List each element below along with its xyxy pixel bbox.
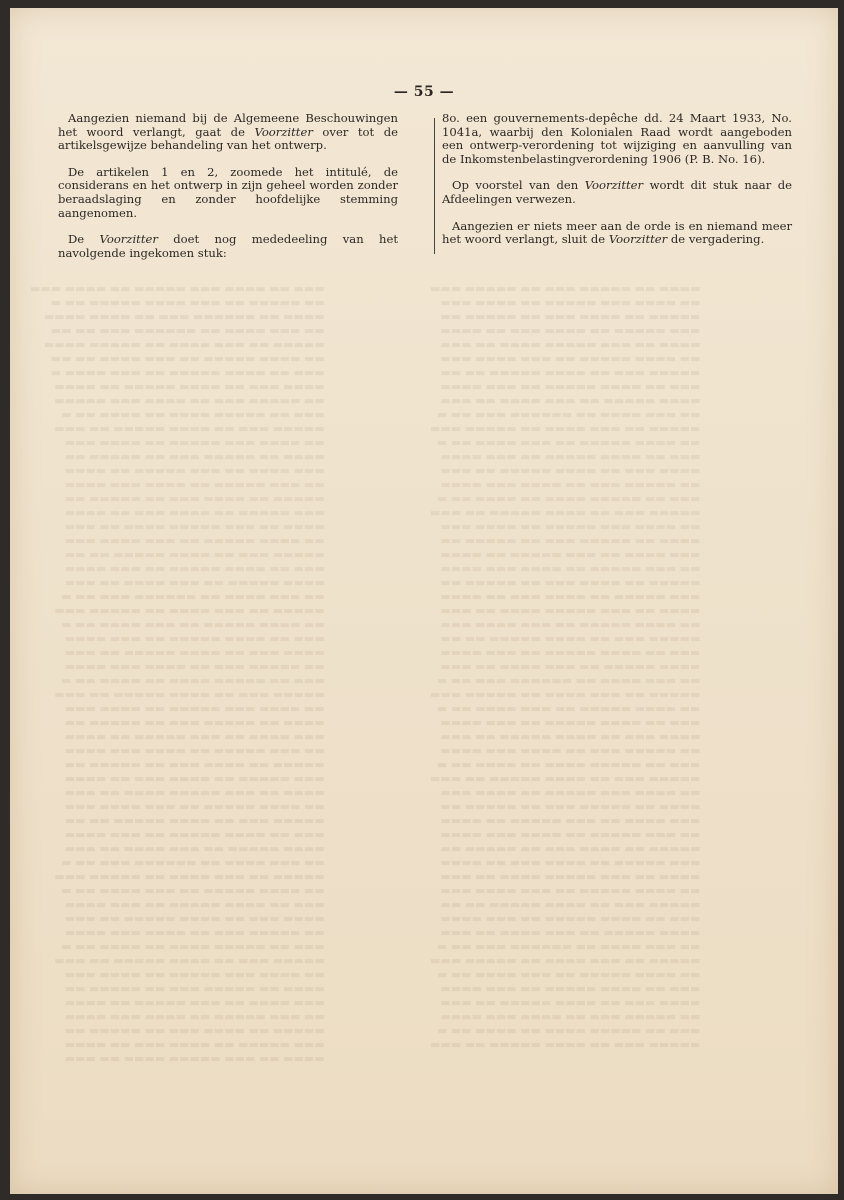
paragraph-general-considerations xyxy=(58,112,398,153)
speaker-name: Voorzitter xyxy=(608,232,668,247)
paragraph-articles-adopted xyxy=(58,166,398,220)
paragraph-text: de vergadering. xyxy=(667,232,765,247)
paragraph-text: over tot de artikelsgewijze behandeling van het ontwerp. xyxy=(58,124,398,153)
paragraph-referral xyxy=(442,179,792,206)
paragraph-text: Aangezien er niets meer aan de orde is en niemand meer het woord verlangt, sluit de xyxy=(442,218,792,247)
paragraph-text: 8o. een gouvernements-depêche dd. 24 Maart 1933, No. 1041a, waarbij den Kolonialen Raad wordt aangeboden een ontwerp-verordening tot wijziging en aanvulling van de Inkomstenbelastingverordening 1906 (P. B. No. 16). xyxy=(442,111,792,166)
paragraph-text: De xyxy=(68,232,100,247)
column-divider xyxy=(434,118,435,254)
paragraph-text: Aangezien niemand bij de Algemeene Beschouwingen het woord verlangt, gaat de xyxy=(58,111,398,139)
document-page xyxy=(10,8,838,1194)
paragraph-text: wordt dit stuk naar de Afdeelingen verwezen. xyxy=(442,178,792,206)
show-through-texture-right: ▬▬▬▬ ▬▬ ▬▬▬▬▬ ▬▬▬ ▬▬ ▬▬▬▬▬ ▬▬▬ ▬▬ ▬▬▬▬ ▬▬▬ ▬▬▬▬▬ ▬▬ ▬▬▬▬ ▬▬▬ ▬▬▬▬▬ ▬▬ ▬▬▬▬ ▬▬▬ ▬▬ ▬▬▬▬▬ ▬▬ ▬▬▬ ▬▬▬▬▬ ▬▬ ▬▬▬▬ ▬▬▬ ▬▬ ▬▬▬▬ ▬▬▬▬ ▬▬ ▬▬▬ ▬▬▬▬▬ ▬▬▬▬ ▬▬ ▬▬▬ ▬▬ ▬▬▬▬ ▬▬▬▬▬ ▬▬ ▬▬▬ ▬▬▬▬ ▬▬▬ ▬▬▬▬▬ ▬▬▬ ▬▬ ▬▬▬▬ ▬▬▬▬▬ ▬▬ ▬▬ ▬▬▬ ▬▬ ▬▬▬▬ ▬▬▬▬▬ ▬▬ ▬▬▬ ▬▬▬▬ ▬▬▬▬ ▬▬▬▬▬ ▬▬ ▬▬▬ ▬▬▬▬ ▬▬ ▬▬▬ ▬▬ ▬▬▬ ▬▬▬▬ ▬▬ ▬▬▬▬▬▬ ▬▬▬ ▬▬ ▬ ▬▬▬▬▬ ▬▬ ▬▬▬ ▬▬▬▬ ▬▬ ▬▬▬▬▬ ▬▬▬ ▬▬ ▬▬▬▬ ▬▬▬▬▬ ▬▬ ▬▬▬ ▬▬▬▬ ▬▬ ▬ ▬▬▬ ▬▬ ▬▬▬▬ ▬▬▬▬▬ ▬▬ ▬▬▬ ▬▬▬▬ ▬▬▬▬ ▬▬▬ ▬▬ ▬▬▬▬ ▬▬▬▬▬ ▬▬ ▬▬▬ ▬▬ ▬▬▬▬▬ ▬▬▬ ▬▬ ▬▬▬▬ ▬▬▬ ▬▬▬▬ ▬▬▬ ▬▬ ▬▬▬▬▬ ▬▬▬▬ ▬▬ ▬▬▬▬ ▬▬ ▬ ▬▬▬▬▬ ▬▬▬ ▬▬ ▬▬▬▬ ▬▬▬▬▬ ▬▬ ▬▬▬ ▬▬ ▬▬▬▬ ▬▬▬ ▬▬▬▬▬ ▬▬ ▬▬▬▬ ▬▬▬ ▬▬▬▬ ▬▬ ▬▬▬▬▬ ▬▬▬ ▬▬ ▬▬▬▬▬ ▬▬ ▬▬▬ ▬▬▬▬ ▬▬ ▬▬▬ ▬▬▬▬▬ ▬▬ ▬▬▬▬ ▬▬ ▬▬▬ ▬▬▬▬▬ ▬▬ ▬▬▬▬ ▬▬▬ ▬▬▬▬ ▬▬▬▬▬ ▬▬ ▬▬▬▬ ▬▬▬ ▬▬ ▬▬▬▬▬ ▬▬ ▬▬▬ ▬▬▬▬▬ ▬▬ ▬▬▬▬ ▬▬▬ ▬▬ ▬▬▬▬ ▬▬▬▬ ▬▬ ▬▬▬ ▬▬▬▬▬ ▬▬▬▬ ▬▬ ▬▬▬ ▬▬ ▬▬▬▬ ▬▬▬▬▬ ▬▬ ▬▬▬ ▬▬▬▬ ▬▬▬ ▬▬▬▬▬ ▬▬▬ ▬▬ ▬▬▬▬ ▬▬▬▬▬ ▬▬ ▬▬ ▬▬▬ ▬▬ ▬▬▬▬ ▬▬▬▬▬ ▬▬ ▬▬▬ ▬▬▬▬ ▬▬▬▬ ▬▬▬▬▬ ▬▬ ▬▬▬ ▬▬▬▬ ▬▬ ▬▬▬ ▬▬ ▬▬▬ ▬▬▬▬ ▬▬ ▬▬▬▬▬▬ ▬▬▬ ▬▬ ▬ ▬▬▬▬▬ ▬▬ ▬▬▬ ▬▬▬▬ ▬▬ ▬▬▬▬▬ ▬▬▬ ▬▬ ▬▬▬▬ ▬▬▬▬▬ ▬▬ ▬▬▬ ▬▬▬▬ ▬▬ ▬ ▬▬▬ ▬▬ ▬▬▬▬ ▬▬▬▬▬ ▬▬ ▬▬▬ ▬▬▬▬ ▬▬▬▬ ▬▬▬ ▬▬ ▬▬▬▬ ▬▬▬▬▬ ▬▬ ▬▬▬ ▬▬ ▬▬▬▬▬ ▬▬▬ ▬▬ ▬▬▬▬ ▬▬▬ ▬▬▬▬ ▬▬▬ ▬▬ ▬▬▬▬▬ ▬▬▬▬ ▬▬ ▬▬▬▬ ▬▬ ▬ ▬▬▬▬▬ ▬▬▬ ▬▬ ▬▬▬▬ ▬▬▬▬▬ ▬▬ ▬▬▬ ▬▬ ▬▬▬▬ ▬▬▬ ▬▬▬▬▬ ▬▬ ▬▬▬▬ ▬▬▬ ▬▬▬▬ ▬▬ ▬▬▬▬▬ ▬▬▬ ▬▬ ▬▬▬▬▬ ▬▬ ▬▬▬ ▬▬▬▬ ▬▬ ▬▬▬ ▬▬▬▬▬ ▬▬ ▬▬▬▬ ▬▬ ▬▬▬ ▬▬▬▬▬ ▬▬ ▬▬▬▬ ▬▬▬ ▬▬▬▬ ▬▬▬▬▬ ▬▬ ▬▬▬▬ ▬▬▬ ▬▬ ▬▬▬▬▬ ▬▬ ▬▬▬ ▬▬▬▬▬ ▬▬ ▬▬▬▬ ▬▬▬ ▬▬ ▬▬▬▬ ▬▬▬▬ ▬▬ ▬▬▬ ▬▬▬▬▬ ▬▬▬▬ ▬▬ ▬▬▬ ▬▬ ▬▬▬▬ ▬▬▬▬▬ ▬▬ ▬▬▬ ▬▬▬▬ ▬▬▬ ▬▬▬▬▬ ▬▬▬ ▬▬ ▬▬▬▬ ▬▬▬▬▬ ▬▬ ▬▬ ▬▬▬ ▬▬ ▬▬▬▬ ▬▬▬▬▬ ▬▬ ▬▬▬ ▬▬▬▬ ▬▬▬▬ ▬▬▬▬▬ ▬▬ ▬▬▬ ▬▬▬▬ ▬▬ ▬▬▬ ▬▬ ▬▬▬ ▬▬▬▬ ▬▬ ▬▬▬▬▬▬ ▬▬▬ ▬▬ ▬ ▬▬▬▬▬ ▬▬ ▬▬▬ ▬▬▬▬ ▬▬ ▬▬▬▬▬ ▬▬▬ ▬▬ ▬▬▬▬ ▬▬▬▬▬ ▬▬ ▬▬▬ ▬▬▬▬ ▬▬ ▬ ▬▬▬ ▬▬ ▬▬▬▬ ▬▬▬▬▬ ▬▬ ▬▬▬ ▬▬▬▬ ▬▬▬▬ ▬▬▬ ▬▬ ▬▬▬▬ ▬▬▬▬▬ ▬▬ ▬▬▬ ▬▬ ▬▬▬▬▬ ▬▬▬ ▬▬ ▬▬▬▬ ▬▬▬ ▬▬▬▬ ▬▬▬ ▬▬ ▬▬▬▬▬ ▬▬▬▬ ▬▬ ▬▬▬▬ ▬▬ ▬ ▬▬▬▬▬ ▬▬▬ ▬▬ ▬▬▬▬ ▬▬▬▬▬ ▬▬ ▬▬▬ xyxy=(430,282,701,1051)
left-column xyxy=(58,112,398,273)
paragraph-text: De artikelen 1 en 2, zoomede het intitulé, de considerans en het ontwerp in zijn geheel worden zonder beraadslaging en zonder hoofdelijke stemming aangenomen. xyxy=(58,164,398,220)
paragraph-text: doet nog mededeeling van het navolgende ingekomen stuk: xyxy=(58,232,399,260)
paragraph-depeche xyxy=(442,112,792,166)
paragraph-text: Op voorstel van den xyxy=(452,178,585,193)
right-column xyxy=(442,112,792,260)
speaker-name: Voorzitter xyxy=(584,178,644,193)
show-through-texture: ▬▬▬ ▬▬ ▬▬▬▬ ▬▬▬ ▬▬▬▬▬ ▬▬ ▬▬▬▬ ▬▬▬ ▬▬ ▬▬▬▬▬ ▬▬ ▬▬▬ ▬▬▬▬ ▬▬▬▬▬ ▬▬ ▬ ▬▬▬▬ ▬▬ ▬▬▬▬▬▬ ▬▬▬ ▬▬ ▬▬▬▬ ▬▬▬▬ ▬▬ ▬▬▬ ▬▬▬▬ ▬▬ ▬▬▬▬▬▬ ▬▬▬ ▬▬ ▬▬ ▬▬▬▬▬ ▬▬ ▬▬▬ ▬▬▬▬ ▬▬ ▬▬▬▬▬ ▬▬▬▬ ▬▬ ▬▬▬▬ ▬▬▬▬▬ ▬▬ ▬▬▬ ▬▬▬▬ ▬▬ ▬▬ ▬▬▬ ▬▬ ▬▬▬▬ ▬▬▬▬▬ ▬▬ ▬▬▬ ▬▬▬▬ ▬ ▬▬▬▬ ▬▬▬ ▬▬ ▬▬▬▬ ▬▬▬▬▬ ▬▬ ▬▬▬▬ ▬▬ ▬▬▬▬▬ ▬▬▬ ▬▬ ▬▬▬▬ ▬▬▬ ▬▬▬▬▬ ▬▬▬ ▬▬ ▬▬▬▬▬ ▬▬▬▬ ▬▬ ▬▬▬▬ ▬▬ ▬ ▬▬▬▬▬ ▬▬▬ ▬▬ ▬▬▬▬ ▬▬▬▬▬ ▬▬ ▬▬▬ ▬▬ ▬▬▬▬ ▬▬▬ ▬▬▬▬▬ ▬▬ ▬▬▬▬ ▬▬▬ ▬▬▬▬ ▬▬ ▬▬▬▬▬ ▬▬▬ ▬▬ ▬▬▬▬▬ ▬▬ ▬▬▬ ▬▬▬▬ ▬▬ ▬▬▬ ▬▬▬▬▬ ▬▬ ▬▬▬▬ ▬▬ ▬▬▬ ▬▬▬▬▬ ▬▬ ▬▬▬▬ ▬▬▬ ▬▬▬▬ ▬▬▬▬▬ ▬▬ ▬▬▬▬ ▬▬▬ ▬▬ ▬▬▬▬▬ ▬▬ ▬▬▬ ▬▬▬▬▬ ▬▬ ▬▬▬▬ ▬▬▬ ▬▬ ▬▬▬▬ ▬▬▬▬ ▬▬ ▬▬▬ ▬▬▬▬▬ ▬▬▬▬ ▬▬ ▬▬▬ ▬▬ ▬▬▬▬ ▬▬▬▬▬ ▬▬ ▬▬▬ ▬▬▬▬ ▬▬▬ ▬▬▬▬▬ ▬▬▬ ▬▬ ▬▬▬▬ ▬▬▬▬▬ ▬▬ ▬▬ ▬▬▬ ▬▬ ▬▬▬▬ ▬▬▬▬▬ ▬▬ ▬▬▬ ▬▬▬▬ ▬▬▬▬ ▬▬▬▬▬ ▬▬ ▬▬▬ ▬▬▬▬ ▬▬ ▬▬▬ ▬▬ ▬▬▬ ▬▬▬▬ ▬▬ ▬▬▬▬▬▬ ▬▬▬ ▬▬ ▬ ▬▬▬▬▬ ▬▬ ▬▬▬ ▬▬▬▬ ▬▬ ▬▬▬▬▬ ▬▬▬ ▬▬ ▬▬▬▬ ▬▬▬▬▬ ▬▬ ▬▬▬ ▬▬▬▬ ▬▬ ▬ ▬▬▬ ▬▬ ▬▬▬▬ ▬▬▬▬▬ ▬▬ ▬▬▬ ▬▬▬▬ ▬▬▬▬ ▬▬▬ ▬▬ ▬▬▬▬ ▬▬▬▬▬ ▬▬ ▬▬▬ ▬▬ ▬▬▬▬▬ ▬▬▬ ▬▬ ▬▬▬▬ ▬▬▬ ▬▬▬▬ ▬▬▬ ▬▬ ▬▬▬▬▬ ▬▬▬▬ ▬▬ ▬▬▬▬ ▬▬ ▬ ▬▬▬▬▬ ▬▬▬ ▬▬ ▬▬▬▬ ▬▬▬▬▬ ▬▬ ▬▬▬ ▬▬ ▬▬▬▬ ▬▬▬ ▬▬▬▬▬ ▬▬ ▬▬▬▬ ▬▬▬ ▬▬▬▬ ▬▬ ▬▬▬▬▬ ▬▬▬ ▬▬ ▬▬▬▬▬ ▬▬ ▬▬▬ ▬▬▬▬ ▬▬ ▬▬▬ ▬▬▬▬▬ ▬▬ ▬▬▬▬ ▬▬ ▬▬▬ ▬▬▬▬▬ ▬▬ ▬▬▬▬ ▬▬▬ ▬▬▬▬ ▬▬▬▬▬ ▬▬ ▬▬▬▬ ▬▬▬ ▬▬ ▬▬▬▬▬ ▬▬ ▬▬▬ ▬▬▬▬▬ ▬▬ ▬▬▬▬ ▬▬▬ ▬▬ ▬▬▬▬ ▬▬▬▬ ▬▬ ▬▬▬ ▬▬▬▬▬ ▬▬▬▬ ▬▬ ▬▬▬ ▬▬ ▬▬▬▬ ▬▬▬▬▬ ▬▬ ▬▬▬ ▬▬▬▬ ▬▬▬ ▬▬▬▬▬ ▬▬▬ ▬▬ ▬▬▬▬ ▬▬▬▬▬ ▬▬ ▬▬ ▬▬▬ ▬▬ ▬▬▬▬ ▬▬▬▬▬ ▬▬ ▬▬▬ ▬▬▬▬ ▬▬▬▬ ▬▬▬▬▬ ▬▬ ▬▬▬ ▬▬▬▬ ▬▬ ▬▬▬ ▬▬ ▬▬▬ ▬▬▬▬ ▬▬ ▬▬▬▬▬▬ ▬▬▬ ▬▬ ▬ ▬▬▬▬▬ ▬▬ ▬▬▬ ▬▬▬▬ ▬▬ ▬▬▬▬▬ ▬▬▬ ▬▬ ▬▬▬▬ ▬▬▬▬▬ ▬▬ ▬▬▬ ▬▬▬▬ ▬▬ ▬ ▬▬▬ ▬▬ ▬▬▬▬ ▬▬▬▬▬ ▬▬ ▬▬▬ ▬▬▬▬ ▬▬▬▬ ▬▬▬ ▬▬ ▬▬▬▬ ▬▬▬▬▬ ▬▬ ▬▬▬ ▬▬ ▬▬▬▬▬ ▬▬▬ ▬▬ ▬▬▬▬ ▬▬▬ ▬▬▬▬ ▬▬▬ ▬▬ ▬▬▬▬▬ ▬▬▬▬ ▬▬ ▬▬▬▬ ▬▬ ▬ ▬▬▬▬▬ ▬▬▬ ▬▬ ▬▬▬▬ ▬▬▬▬▬ ▬▬ ▬▬▬ ▬▬ ▬▬▬▬ ▬▬▬ ▬▬▬▬▬ ▬▬ ▬▬▬▬ ▬▬▬ ▬▬▬▬ ▬▬ ▬▬▬▬▬ ▬▬▬ ▬▬ ▬▬▬▬▬ ▬▬ ▬▬▬ ▬▬▬▬ ▬▬ ▬▬▬ ▬▬▬▬▬ ▬▬ ▬▬▬▬ ▬▬ ▬▬▬ ▬▬▬▬▬ ▬▬ ▬▬▬▬ ▬▬▬ ▬▬▬▬ ▬▬▬▬▬ ▬▬ ▬▬▬▬ ▬▬▬ ▬▬ ▬▬▬▬▬ ▬▬ ▬▬▬ ▬▬▬▬▬ ▬▬ ▬▬▬▬ ▬▬▬ ▬▬ ▬▬▬▬ ▬▬▬▬ ▬▬ ▬▬▬ ▬▬▬▬▬ ▬▬▬▬ ▬▬ ▬▬▬ xyxy=(30,282,325,1065)
paragraph-incoming-document xyxy=(58,233,398,260)
speaker-name: Voorzitter xyxy=(99,232,158,247)
speaker-name: Voorzitter xyxy=(254,124,313,139)
paragraph-closing xyxy=(442,220,792,247)
page-number: — 55 — xyxy=(393,84,455,100)
